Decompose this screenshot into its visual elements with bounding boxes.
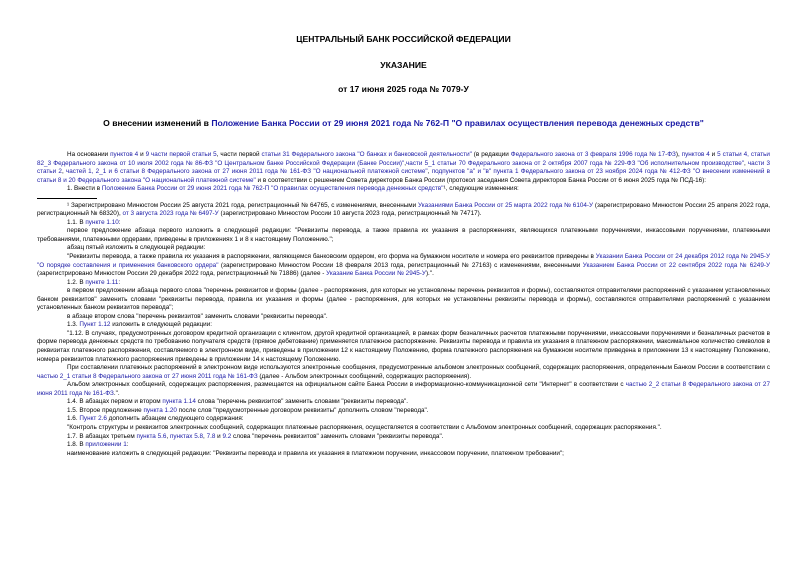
ref-link[interactable]: части 3 статьи 2 <box>37 159 770 176</box>
text: 1. Внести в <box>67 185 102 193</box>
paragraph: наименование изложить в следующей редакции: "Реквизиты перевода и правила их указания в платежном поручении, инкассовом поручении, платежном требовании"; <box>67 449 564 457</box>
text: (в редакции <box>471 151 511 158</box>
ref-link[interactable]: Пункт 2.6 <box>79 415 107 423</box>
text: .". <box>113 389 120 397</box>
text: ), <box>675 151 682 158</box>
title-link[interactable]: Положение Банка России от 29 июня 2021 года № 762-П "О правилах осуществления перевода денежных средств" <box>211 118 704 128</box>
ref-link[interactable]: Указание Банка России № 2945-У <box>326 270 426 278</box>
text: и <box>709 151 718 158</box>
ref-link[interactable]: статьи 31 Федерального закона "О банках и банковской деятельности" <box>261 151 472 158</box>
ref-link[interactable]: пункта 1.14 <box>162 398 196 406</box>
ref-link[interactable]: пункта 5.6 <box>136 432 167 440</box>
ref-link[interactable]: частей 1, 2_1 и 6 статьи 8 Федерального закона от 27 июня 2011 года № 161-ФЗ "О национальной платежной системе" <box>65 168 428 176</box>
text: 1.7. В абзацах третьем <box>67 432 137 440</box>
paragraph: "1.12. В случаях, предусмотренных договором кредитной организации с клиентом, другой кредитной организацией, в рамках форм безналичных расчетов платежными поручениями, инкассовыми поручениями и безналичных расчетов в форме перевода денежных средств по требованию получателя средств (прямое дебетование) применяется платежное распоряжение. Реквизиты перевода и правила их указания в платежном распоряжении, максимальное количество символов в реквизитах платежного распоряжения, составляемого в электронном виде, приведены в приложении 12 к настоящему Положению, форма платежного распоряжения на бумажном носителе приведена в приложении 13 к настоящему Положению, номера реквизитов платежного распоряжения приведены в приложении 14 к настоящему Положению. <box>37 329 770 363</box>
paragraph: абзац пятый изложить в следующей редакции: <box>67 244 206 252</box>
date-number-heading: от 17 июня 2025 года № 7079-У <box>338 84 469 94</box>
document-body <box>37 151 770 458</box>
doc-type-heading: УКАЗАНИЕ <box>380 60 427 70</box>
text: : <box>118 278 121 286</box>
text: 1.4. В абзацах первом и втором <box>67 398 163 406</box>
ref-link[interactable]: Указаниями Банка России от 25 марта 2022 года № 6104-У <box>418 201 594 209</box>
bank-heading: ЦЕНТРАЛЬНЫЙ БАНК РОССИЙСКОЙ ФЕДЕРАЦИИ <box>296 34 511 44</box>
preamble-paragraph <box>37 151 770 185</box>
text: 1.5. Второе предложение <box>67 406 144 414</box>
ref-link[interactable]: пункте 1.11 <box>85 278 119 286</box>
text: дополнить абзацем следующего содержания: <box>106 415 244 423</box>
ref-link[interactable]: приложении 1 <box>85 441 127 449</box>
text: (зарегистрировано Минюстом России 18 февраля 2013 года, регистрационный № 27163) с изменениями, внесенными <box>218 261 583 269</box>
ref-link[interactable]: от 3 августа 2023 года № 6497-У <box>122 210 219 218</box>
paragraph: в абзаце втором слова "перечень реквизитов" заменить словами "реквизиты перевода". <box>67 312 328 320</box>
text: ¹, следующие изменения: <box>443 185 519 193</box>
ref-link[interactable]: Указанием Банка России от 22 сентября 2022 года № 6249-У <box>582 261 771 269</box>
text: и <box>215 432 223 440</box>
text: , части первой <box>216 151 262 158</box>
ref-link[interactable]: Федерального закона от 3 февраля 1996 года № 17-ФЗ <box>510 151 676 158</box>
text: , <box>61 168 66 176</box>
text: , <box>404 159 406 167</box>
ref-link[interactable]: пункте 1.10 <box>85 218 119 226</box>
text: (зарегистрировано Минюстом России 25 апреля 2022 года, регистрационный № 68320), <box>37 201 770 218</box>
ref-link[interactable]: подпунктов "а" и "в" пункта 1 Федерального закона от 23 ноября 2024 года № 412-ФЗ "О внесении изменений в статьи 8 и 20 Федерального закона "О национальной платежной системе" <box>37 168 770 184</box>
text: 1.2. В <box>67 278 86 286</box>
paragraph: "Контроль структуры и реквизитов электронных сообщений, содержащих платежные распоряжения, осуществляется в соответствии с Альбомом электронных сообщений, содержащих распоряжения.". <box>67 423 662 431</box>
text: , <box>203 432 207 440</box>
title-prefix: О внесении изменений в <box>103 118 212 128</box>
document-title <box>37 118 770 129</box>
ref-link[interactable]: 7.8 <box>206 432 216 440</box>
item-1-2-paragraph <box>37 279 770 288</box>
paragraph <box>37 381 770 398</box>
text: слова "перечень реквизитов" заменить словами "реквизиты перевода". <box>231 432 444 440</box>
ref-link[interactable]: пунктов 4 <box>110 151 139 158</box>
text: после слов "предусмотренные договором реквизиты" дополнить словом "перевода". <box>176 406 429 414</box>
item-1-3-paragraph <box>37 321 770 330</box>
text: , <box>166 432 170 440</box>
item-1-paragraph <box>37 185 770 194</box>
text: На основании <box>67 151 111 158</box>
ref-link[interactable]: частью 2_2 статьи 8 Федерального закона от 27 июня 2011 года № 161-ФЗ <box>37 381 770 397</box>
footnote-separator <box>37 198 97 199</box>
item-1-4-paragraph <box>37 398 770 407</box>
text: 1.6. <box>67 415 80 423</box>
text: 1.3. <box>67 321 80 329</box>
text: (зарегистрировано Минюстом России 29 декабря 2022 года, регистрационный № 71886) (далее - <box>37 270 327 278</box>
text: , <box>427 168 432 176</box>
text: : <box>126 441 129 449</box>
paragraph <box>37 253 770 279</box>
text: "Реквизиты перевода, а также правила их указания в распоряжении, являющемся банковским ордером, его форма на бумажном носителе и номера его реквизитов приведены в <box>67 253 596 261</box>
item-1-6-paragraph <box>37 415 770 424</box>
text: и <box>138 151 146 158</box>
ref-link[interactable]: Пункт 1.12 <box>79 321 111 329</box>
text: изложить в следующей редакции: <box>110 321 212 329</box>
text: (далее - Альбом электронных сообщений, содержащих распоряжения). <box>257 372 472 380</box>
text: 1.1. В <box>67 218 86 226</box>
ref-link[interactable]: пунктах 5.8 <box>169 432 204 440</box>
text: , <box>743 159 748 167</box>
item-1-8-paragraph <box>37 441 770 450</box>
text: (зарегистрировано Минюстом России 10 августа 2023 года, регистрационный № 74717). <box>218 210 482 218</box>
ref-link[interactable]: частью 2_1 статьи 8 Федерального закона от 27 июня 2011 года № 161-ФЗ <box>37 372 258 380</box>
ref-link[interactable]: 9.2 <box>222 432 232 440</box>
item-1-7-paragraph <box>37 433 770 442</box>
footnote-paragraph <box>37 202 770 219</box>
text: 1.8. В <box>67 441 86 449</box>
text: Альбом электронных сообщений, содержащих распоряжения, размещается на официальном сайте Банка России в информационно-коммуникационной сети "Интернет" в соответствии с <box>67 381 626 389</box>
paragraph: в первом предложении абзаца первого слова "перечень реквизитов и формы (далее - распоряжения, для которых не установлены перечень реквизитов и формы), составляются отправителями распоряжений с указанием установленных банком реквизитов" заменить словами "реквизиты перевода, правила их указания и формы (далее - распоряжения, для которых не установлены реквизиты перевода и формы), составляются отправителями распоряжений с указанием установленных банком реквизитов перевода"; <box>37 287 770 312</box>
paragraph <box>37 364 770 381</box>
text: и в соответствии с решением Совета директоров Банка России (протокол заседания Совета директоров Банка России от 6 июня 2025 года № ПСД-16): <box>255 176 707 184</box>
ref-link[interactable]: Указании Банка России от 24 декабря 2012 года № 2945-У "О порядке составления и применения банковского ордера" <box>37 253 770 269</box>
text: слова "перечень реквизитов" заменить словами "реквизиты перевода". <box>195 398 409 406</box>
ref-link[interactable]: пунктов 4 <box>681 151 710 158</box>
ref-link[interactable]: 9 части первой статьи 5 <box>145 151 217 158</box>
ref-link[interactable]: части 5_1 статьи 70 Федерального закона от 2 октября 2007 года № 229-ФЗ "Об исполнительном производстве" <box>406 159 744 167</box>
ref-link[interactable]: 5 статьи 4, статьи 82_3 Федерального закона от 10 июля 2002 года № 86-ФЗ "О Центральном банке Российской Федерации (Банке России)" <box>37 151 770 167</box>
text: ¹ Зарегистрировано Минюстом России 25 августа 2021 года, регистрационный № 64765, с изменениями, внесенными <box>67 201 419 209</box>
text: : <box>118 218 121 226</box>
paragraph: первое предложение абзаца первого изложить в следующей редакции: "Реквизиты перевода, а также правила их указания в распоряжениях, являющихся платежными поручениями, инкассовыми поручениями, платежными требованиями, платежными ордерами, приведены в приложениях 1 и 8 к настоящему Положению."; <box>37 227 770 243</box>
ref-link[interactable]: пункта 1.20 <box>143 406 177 414</box>
text: При составлении платежных распоряжений в электронном виде используются электронные сообщения, предусмотренные альбомом электронных сообщений, содержащих распоряжения, определенным Банком России в соответствии с <box>67 364 770 372</box>
ref-link[interactable]: Положение Банка России от 29 июня 2021 года № 762-П "О правилах осуществления перевода денежных средств" <box>101 185 444 193</box>
text: ).". <box>425 270 434 278</box>
